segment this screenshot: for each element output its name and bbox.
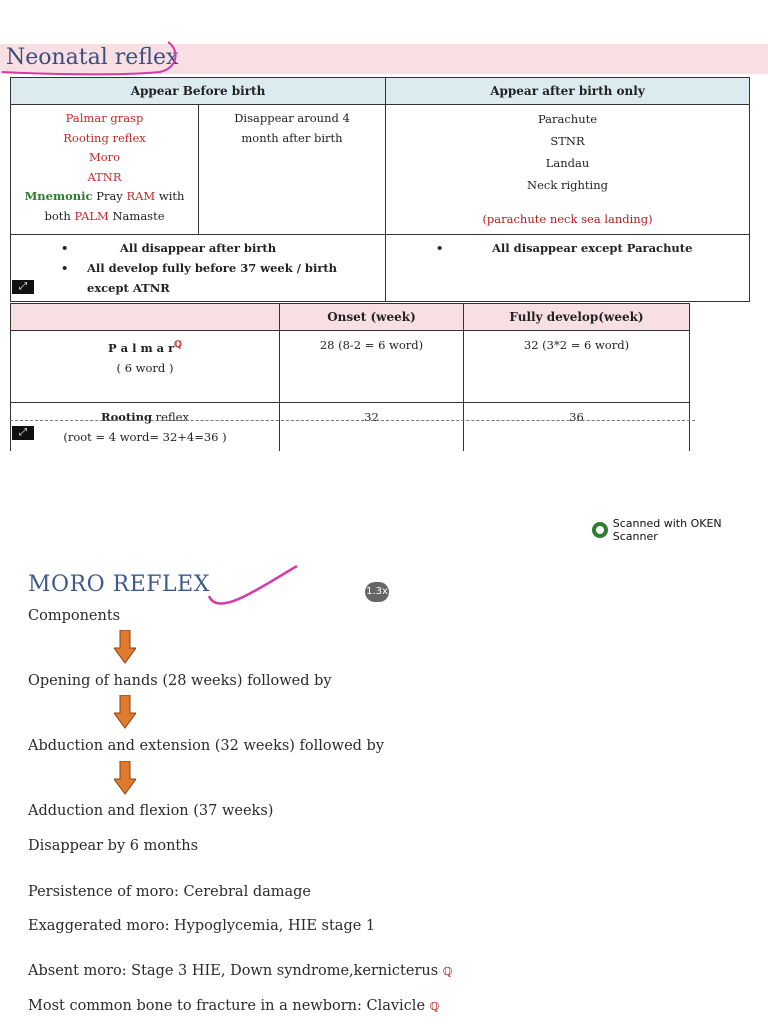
- page-title: Neonatal reflex: [6, 45, 179, 70]
- list-item: Rooting reflex: [63, 130, 146, 145]
- scanner-logo-icon: [592, 522, 608, 538]
- table-cell: 28 (8-2 = 6 word): [280, 331, 464, 403]
- list-item: Moro: [88, 150, 121, 164]
- list-item: ATNR: [87, 169, 122, 184]
- moro-fracture: Most common bone to fracture in a newborn: Clavicle ℚ: [28, 998, 440, 1014]
- table-cell: 36: [464, 403, 690, 452]
- moro-title: MORO REFLEX: [28, 572, 210, 597]
- table-cell: 32 (3*2 = 6 word): [464, 331, 690, 403]
- before-birth-list: [11, 105, 199, 235]
- q-mark-icon: ℚ: [174, 340, 182, 350]
- after-birth-list: [386, 105, 750, 235]
- moro-disappear: Disappear by 6 months: [28, 838, 199, 854]
- mnemonic-line: Mnemonic Pray RAM with: [24, 189, 185, 203]
- down-arrow-icon: [114, 695, 136, 729]
- table-header: Onset (week): [280, 304, 464, 331]
- moro-persistence: Persistence of moro: Cerebral damage: [28, 884, 312, 900]
- checkmark-scribble-icon: [205, 562, 305, 608]
- q-mark-icon: ℚ: [442, 965, 453, 978]
- mnemonic-line-2: both PALM Namaste: [44, 208, 165, 223]
- bullets-left: [11, 234, 386, 301]
- moro-absent: Absent moro: Stage 3 HIE, Down syndrome,kernicterus ℚ: [28, 963, 453, 979]
- list-item: STNR: [550, 134, 585, 148]
- header-before-birth: Appear Before birth: [11, 78, 386, 105]
- bullet-item: • All disappear except Parachute: [436, 240, 693, 255]
- bullet-right: [386, 234, 750, 301]
- page-break-line: [10, 420, 695, 421]
- table-header: [11, 304, 280, 331]
- list-item: Neck righting: [527, 178, 608, 192]
- table-cell: P a l m a $r^ℚ$ ( 6 word ): [11, 331, 280, 403]
- moro-step-3: Adduction and flexion (37 weeks): [28, 803, 274, 819]
- down-arrow-icon: [114, 630, 136, 664]
- list-item: month after birth: [241, 130, 343, 145]
- list-item: Palmar grasp: [65, 111, 144, 125]
- reflex-table: [10, 77, 750, 302]
- q-mark-icon: ℚ: [429, 1000, 440, 1013]
- list-item: Disappear around 4: [234, 111, 350, 125]
- table-row: [11, 331, 690, 403]
- disappear-note: [199, 105, 386, 235]
- moro-step-2: Abduction and extension (32 weeks) followed by: [28, 738, 385, 754]
- list-item: Landau: [545, 156, 590, 170]
- header-after-birth: Appear after birth only: [386, 78, 750, 105]
- scanner-watermark: Scanned with OKEN Scanner: [592, 517, 768, 543]
- table-cell: Rooting reflex (root = 4 word= 32+4=36 ): [11, 403, 280, 452]
- table-row: [11, 403, 690, 452]
- table-cell: 32: [280, 403, 464, 452]
- list-item: Parachute: [537, 112, 598, 126]
- zoom-badge[interactable]: 1.3x: [365, 582, 389, 602]
- table-header: Fully develop(week): [464, 304, 690, 331]
- bullet-item: • All develop fully before 37 week / birth except ATNR: [61, 260, 338, 295]
- components-label: Components: [28, 608, 121, 624]
- development-table: [10, 303, 690, 451]
- moro-exaggerated: Exaggerated moro: Hypoglycemia, HIE stage 1: [28, 918, 376, 934]
- moro-step-1: Opening of hands (28 weeks) followed by: [28, 673, 332, 689]
- expand-icon[interactable]: ⤢: [12, 280, 34, 294]
- highlight-scribble-icon: [0, 38, 190, 78]
- down-arrow-icon: [114, 761, 136, 795]
- mnemonic-note: (parachute neck sea landing): [482, 212, 653, 226]
- expand-icon[interactable]: ⤢: [12, 426, 34, 440]
- bullet-item: • All disappear after birth: [61, 240, 277, 255]
